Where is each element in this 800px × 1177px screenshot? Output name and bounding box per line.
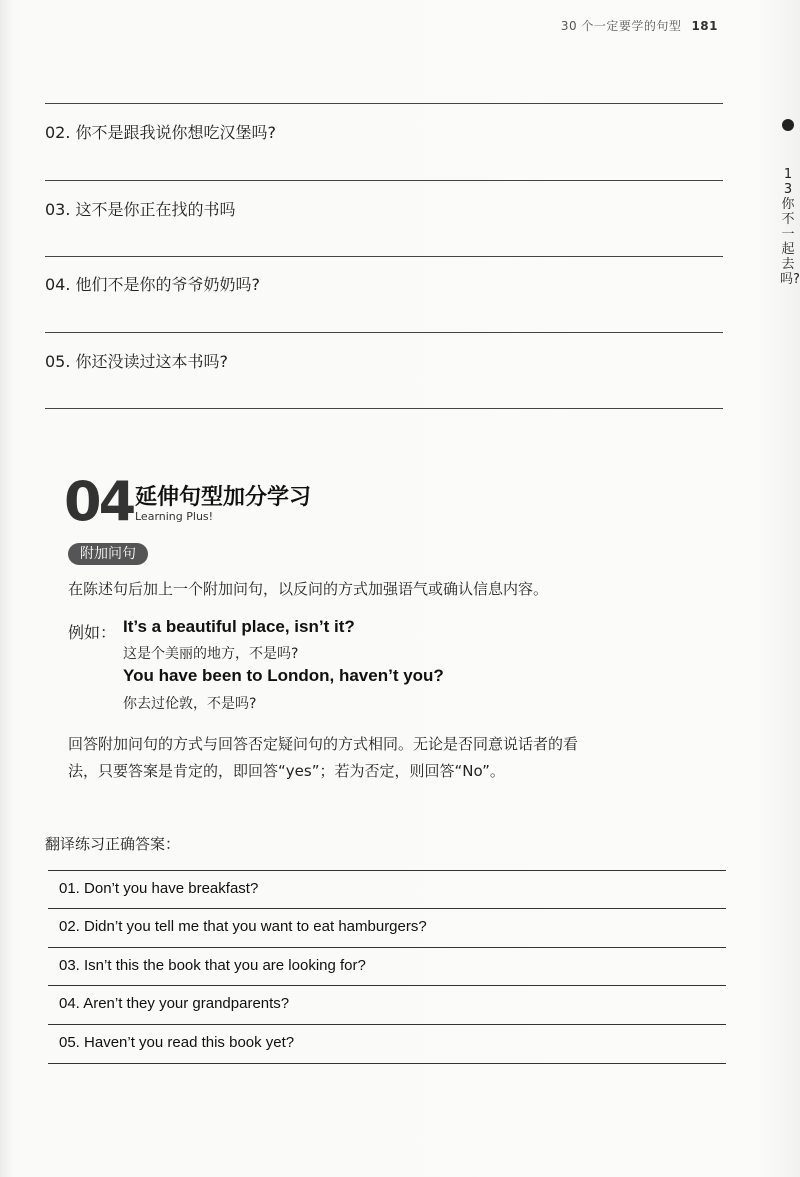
side-tab-dot [782, 119, 794, 131]
example-chinese: 这是个美丽的地方，不是吗? [123, 646, 299, 662]
divider [48, 1024, 726, 1025]
divider [48, 985, 726, 986]
section-number: 04 [64, 470, 134, 533]
answer-line [45, 408, 723, 409]
side-tab-number: 13 [783, 167, 793, 197]
divider [48, 908, 726, 909]
exercise-item: 02. 你不是跟我说你想吃汉堡吗? [45, 123, 277, 142]
answers-title: 翻译练习正确答案： [45, 835, 181, 853]
side-tab [780, 167, 800, 287]
divider [48, 1063, 726, 1064]
explanation-line: 法，只要答案是肯定的，即回答“yes”；若为否定，则回答“No”。 [68, 762, 505, 780]
section-title: 延伸句型加分学习 [135, 485, 312, 510]
example-chinese: 你去过伦敦，不是吗? [123, 696, 257, 712]
exercise-item: 04. 他们不是你的爷爷奶奶吗? [45, 275, 261, 294]
page-number: 181 [691, 19, 718, 33]
example-english: It’s a beautiful place, isn’t it? [123, 617, 355, 636]
answer-item: 02. Didn’t you tell me that you want to eat hamburgers? [59, 918, 427, 935]
example-prefix: 例如： [68, 623, 117, 642]
divider [48, 947, 726, 948]
answer-item: 04. Aren’t they your grandparents? [59, 995, 290, 1012]
example-english: You have been to London, haven’t you? [123, 666, 444, 685]
answer-item: 03. Isn’t this the book that you are looking for? [59, 957, 366, 974]
exercise-item: 03. 这不是你正在找的书吗 [45, 200, 236, 219]
divider [45, 103, 723, 104]
answer-line [45, 180, 723, 181]
answer-item: 01. Don’t you have breakfast? [59, 880, 259, 897]
answer-line [45, 256, 723, 257]
page-header [561, 17, 718, 34]
intro-text: 在陈述句后加上一个附加问句，以反问的方式加强语气或确认信息内容。 [68, 580, 549, 598]
section-subtitle: Learning Plus! [135, 510, 214, 523]
answer-item: 05. Haven’t you read this book yet? [59, 1034, 295, 1051]
answer-line [45, 332, 723, 333]
exercise-item: 05. 你还没读过这本书吗? [45, 352, 229, 371]
topic-tag: 附加问句 [68, 543, 148, 565]
side-tab-label: 你不一起去吗? [780, 197, 800, 287]
header-title: 30 个一定要学的句型 [560, 19, 682, 33]
explanation-line: 回答附加问句的方式与回答否定疑问句的方式相同。无论是否同意说话者的看 [68, 735, 579, 753]
divider [48, 870, 726, 871]
